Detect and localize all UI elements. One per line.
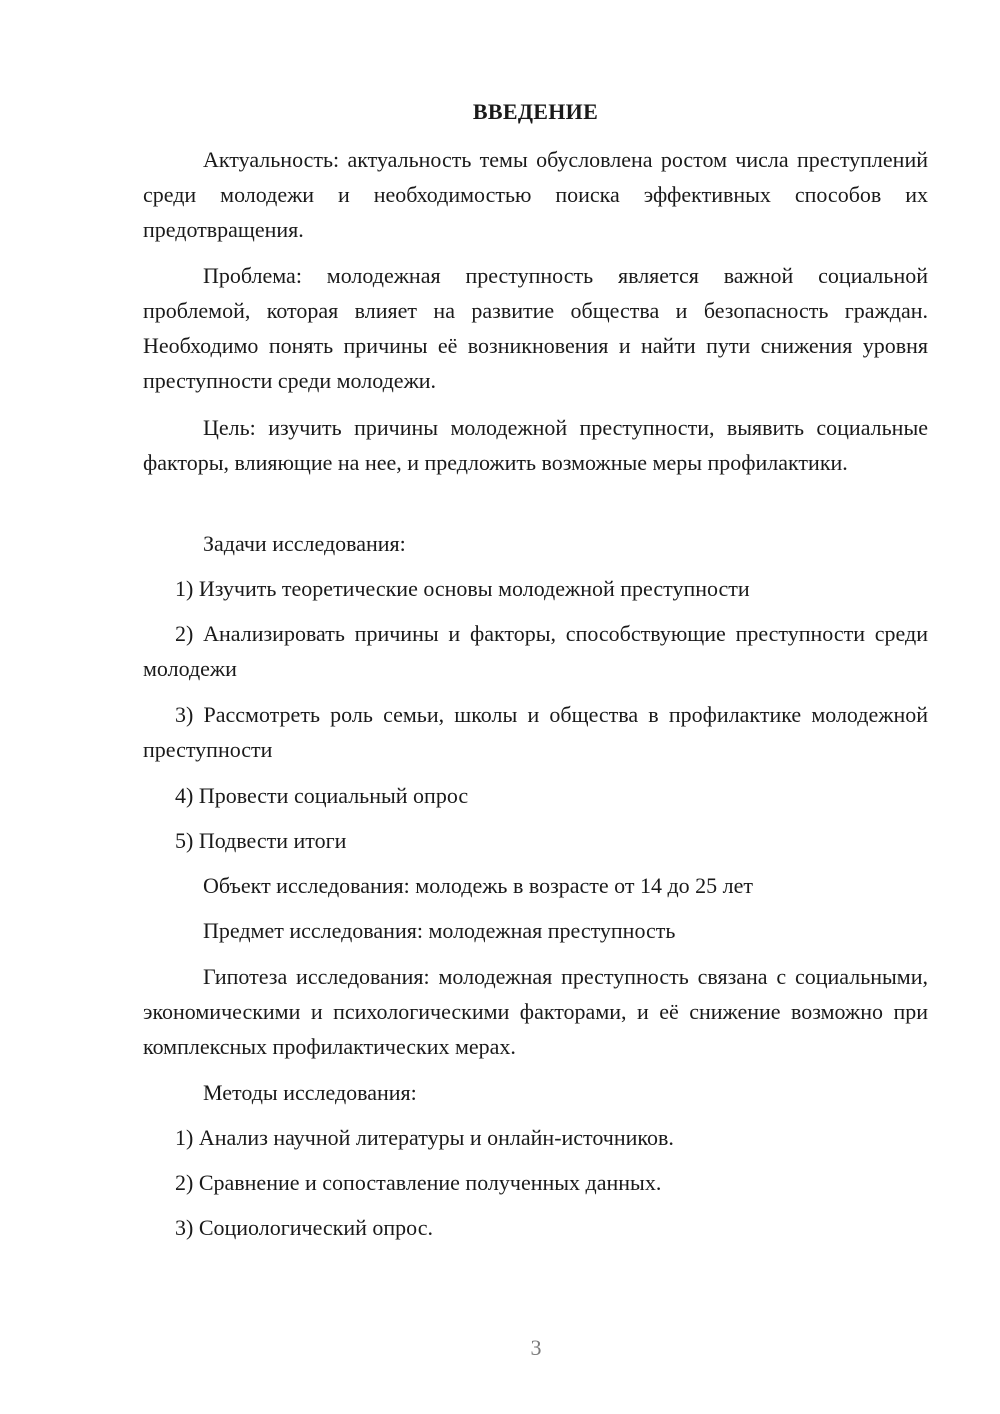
task-item: 4) Провести социальный опрос bbox=[175, 783, 469, 808]
subject-paragraph: Предмет исследования: молодежная преступность bbox=[203, 918, 676, 943]
task-item: 5) Подвести итоги bbox=[175, 828, 347, 853]
task-item: 3) Рассмотреть роль семьи, школы и общества в профилактике молодежной преступности bbox=[143, 702, 928, 762]
object-paragraph: Объект исследования: молодежь в возрасте от 14 до 25 лет bbox=[203, 873, 754, 898]
page-title: ВВЕДЕНИЕ bbox=[472, 99, 599, 124]
page-number: 3 bbox=[530, 1335, 542, 1360]
method-item: 3) Социологический опрос. bbox=[175, 1215, 433, 1240]
methods-title: Методы исследования: bbox=[203, 1080, 417, 1105]
goal-paragraph: Цель: изучить причины молодежной преступности, выявить социальные факторы, влияющие на нее, и предложить возможные меры профилактики. bbox=[143, 415, 928, 475]
task-item: 2) Анализировать причины и факторы, способствующие преступности среди молодежи bbox=[143, 621, 928, 681]
tasks-title: Задачи исследования: bbox=[203, 531, 406, 556]
method-item: 1) Анализ научной литературы и онлайн-источников. bbox=[175, 1125, 674, 1150]
task-item: 1) Изучить теоретические основы молодежной преступности bbox=[175, 576, 750, 601]
hypothesis-paragraph: Гипотеза исследования: молодежная преступность связана с социальными, экономическими и психологическими факторами, и её снижение возможно при комплексных профилактических мерах. bbox=[143, 964, 928, 1059]
problem-paragraph: Проблема: молодежная преступность является важной социальной проблемой, которая влияет на развитие общества и безопасность граждан. Необходимо понять причины её возникновения и найти пути снижения уровня преступности среди молодежи. bbox=[143, 263, 928, 393]
relevance-paragraph: Актуальность: актуальность темы обусловлена ростом числа преступлений среди молодежи и необходимостью поиска эффективных способов их предотвращения. bbox=[143, 147, 928, 242]
method-item: 2) Сравнение и сопоставление полученных данных. bbox=[175, 1170, 662, 1195]
